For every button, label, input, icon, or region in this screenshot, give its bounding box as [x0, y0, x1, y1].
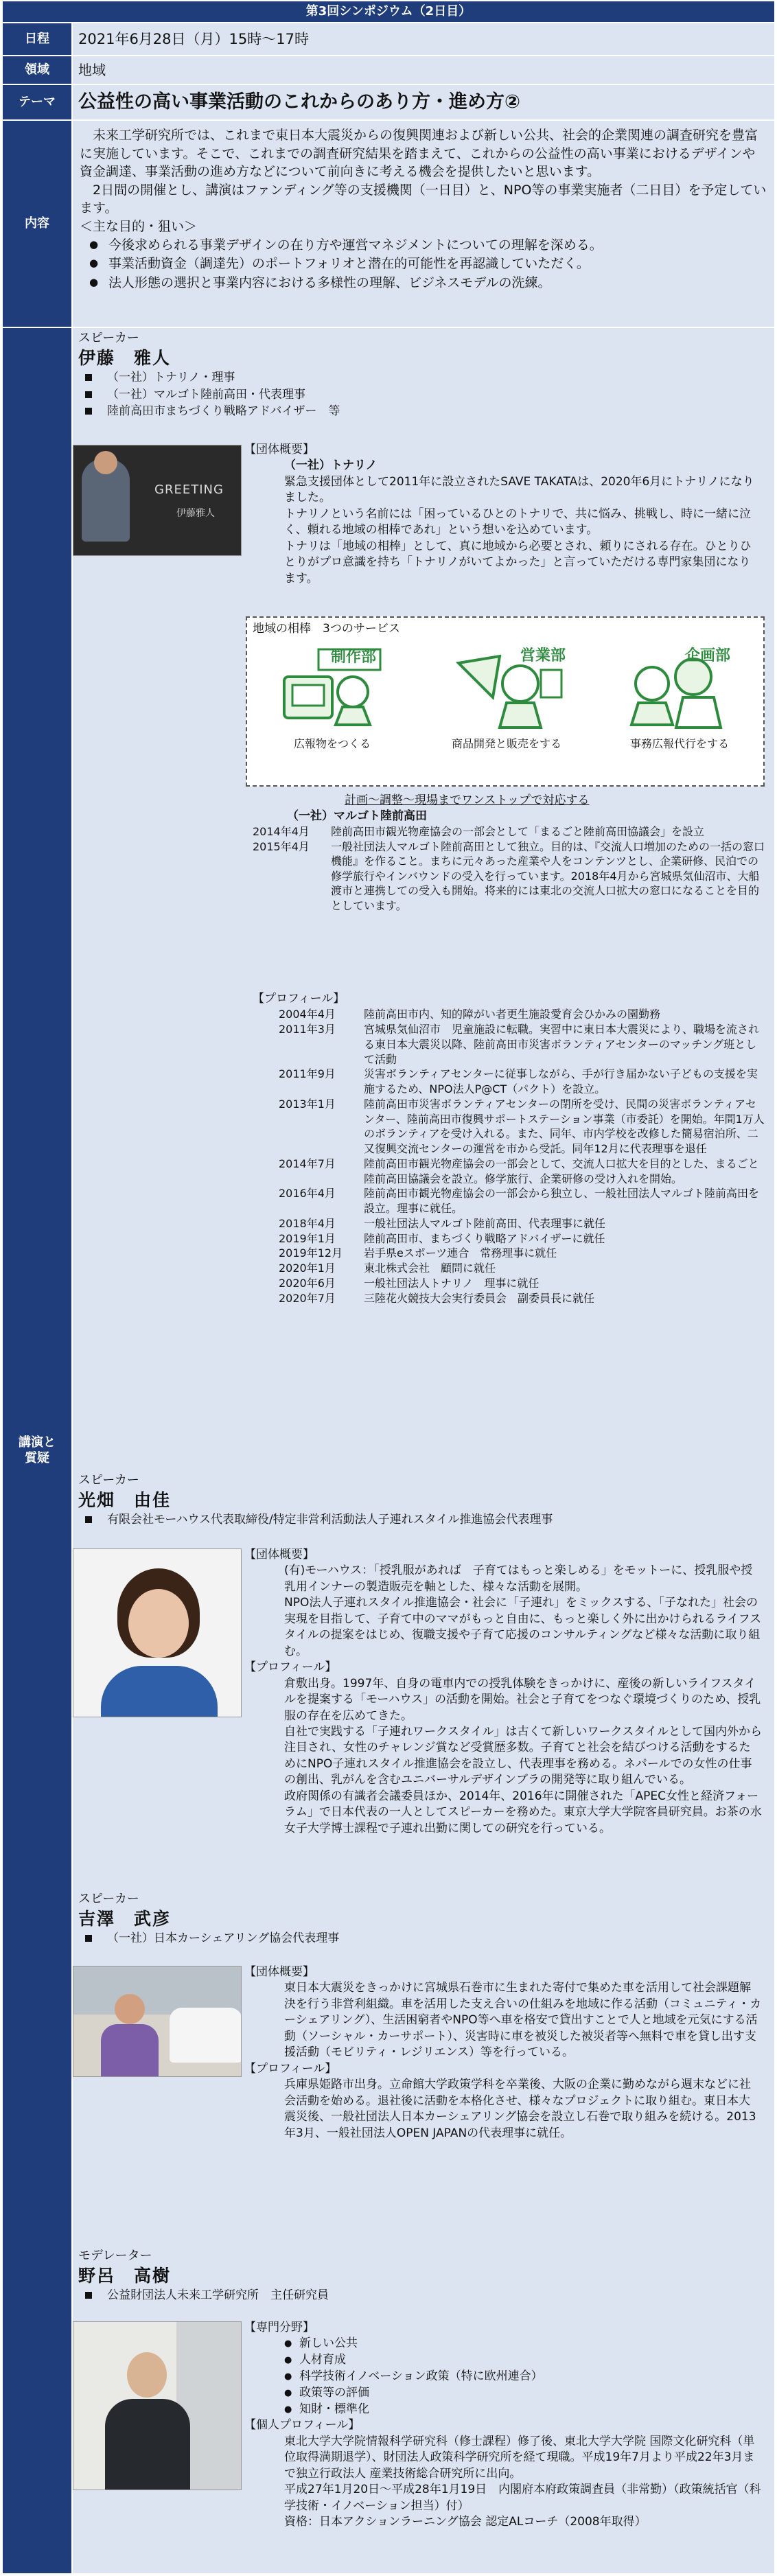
- outline-cell: [73, 121, 774, 327]
- field-heading: 【専門分野】: [244, 2321, 314, 2334]
- service-production-head: 制作部: [331, 649, 377, 666]
- speaker-2: [78, 1472, 769, 1529]
- org2-date: 2014年4月: [253, 825, 310, 839]
- theme-value: 公益性の高い事業活動のこれからのあり方・進め方②: [78, 91, 520, 113]
- bullet-square-icon: [85, 1516, 92, 1523]
- profile-event: 宮城県気仙沼市 児童施設に転職。実習中に東日本大震災により、職場を流される東日本大震災以降、陸前高田市災害ボランティアセンターのマッチング班として活動: [364, 1023, 760, 1066]
- speaker-1-photo: [73, 445, 242, 556]
- area-value: 地域: [78, 62, 106, 78]
- profile-date: 2014年7月: [279, 1157, 336, 1170]
- profile-timeline: [253, 1007, 766, 1306]
- speaker-3-profile: 兵庫県姫路市出身。立命館大学政策学科を卒業後、大阪の企業に勤めながら週末などに社会活動を始める。退社後に活動を本格化させ、様々なプロジェクトに取り組む。東日本大震災後、一般社団法人日本カーシェアリング協会を設立し石巻で取り組みを続ける。2013年3月、一般社団法人OPEN JAPANの代表理事に就任。: [284, 2078, 756, 2140]
- service-sales-label: 商品開発と販売をする: [451, 736, 561, 750]
- area-cell: [73, 56, 774, 84]
- speaker-3-affiliation: （一社）日本カーシェアリング協会代表理事: [78, 1930, 769, 1947]
- label-theme: テーマ: [3, 85, 71, 119]
- profile-date: 2019年12月: [279, 1246, 343, 1260]
- org2-event: 一般社団法人マルゴト陸前高田として独立。目的は、『交流人口増加のための一括の窓口機能』を作ること。まちに元々あった産業や人をコンテンツとし、企業研修、民泊での修学旅行やインバウンドの受入を行っています。2018年4月から宮城県気仙沼市、大船渡市と連携しての受入も開始。将来的には東北の交流人口拡大の窓口になることを目的としています。: [331, 839, 765, 912]
- profile-date: 2020年1月: [279, 1262, 336, 1275]
- profile-event: 一般社団法人トナリノ 理事に就任: [364, 1276, 540, 1290]
- profile-event: 一般社団法人マルゴト陸前高田、代表理事に就任: [364, 1216, 606, 1230]
- speaker-1-affiliation: （一社）トナリノ・理事: [78, 369, 769, 386]
- speaker-2-role: スピーカー: [78, 1473, 139, 1487]
- speaker-1: [78, 329, 769, 420]
- speaker-3-org-description: 東日本大震災をきっかけに宮城県石巻市に生まれた寄付で集めた車を活用して社会課題解決を行う非営利組織。車を活用した支え合いの仕組みを地域に作る活動（コミュニティ・カーシェアリング）、生活困窮者やNPO等へ車を格安で貸出すことで人と地域を元気にする活動（ソーシャル・カーサポート）、災害時に車を被災した被災者等へ無料で車を貸し出す支援活動（モビリティ・レジリエンス）等を行っている。: [284, 1981, 762, 2060]
- profile-event: 陸前高田市、まちづくり戦略アドバイザーに就任: [364, 1231, 605, 1245]
- speaker-2-profile: 倉敷出身。1997年、自身の電車内での授乳体験をきっかけに、産後の新しいライフスタイルを提案する「モーハウス」の活動を開始。社会と子育てをつなぐ環境づくりのため、授乳服の存在を広めてきた。 自社で実践する「子連れワークスタイル」は古くて新しいワークスタイルとして国内外から注目され、女性のチャレンジ賞など受賞歴多数。子育てと社会を結びつける活動をするためにNPO子連れスタイル推進協会を設立し、代表理事を務める。ネパールでの女性の仕事の創出、乳がんを含むユニバーサルデザインブラの開発等に取り組んでいる。 政府関係の有識者会議委員ほか、2014年、2016年に開催された「APEC女性と経済フォーラム」で日本代表の一人としてスピーカーを務めた。東京大学大学院客員研究員。お茶の水女子大学博士課程で子連れ出勤に関しての研究を行っている。: [284, 1676, 762, 1835]
- profile-date: 2013年1月: [279, 1097, 336, 1111]
- service-production: [257, 642, 408, 752]
- outline-goal: ● 法人形態の選択と事業内容における多様性の理解、ビジネスモデルの洗練。: [108, 274, 767, 293]
- scarf-shape: [101, 1666, 218, 1717]
- service-diagram: [246, 616, 765, 787]
- person-head: [115, 1994, 145, 2024]
- speaker-3: [78, 1890, 769, 1947]
- profile-event: 東北株式会社 顧問に就任: [364, 1262, 496, 1275]
- moderator-detail-section: [244, 2320, 766, 2531]
- bullet-square-icon: [85, 2292, 92, 2299]
- car-shape: [170, 2008, 242, 2063]
- profile-heading: 【プロフィール】: [244, 2061, 337, 2076]
- service-sales-head: 営業部: [520, 647, 566, 664]
- speaker-1-affiliation: （一社）マルゴト陸前高田・代表理事: [78, 386, 769, 404]
- org-name-tonarino: （一社）トナリノ: [284, 459, 378, 473]
- profile-heading: 【プロフィール】: [244, 1660, 337, 1675]
- org-heading: 【団体概要】: [244, 443, 314, 456]
- speaker-3-photo: [73, 1966, 242, 2077]
- profile-event: 岩手県eスポーツ連合 常務理事に就任: [364, 1246, 557, 1260]
- org2-date: 2015年4月: [253, 839, 310, 853]
- field-list: [244, 2336, 766, 2417]
- field-item: ● 政策等の評価: [284, 2385, 766, 2402]
- person-suit: [105, 2399, 190, 2490]
- profile-date: 2011年9月: [279, 1067, 336, 1081]
- outline-paragraph-1: 未来工学研究所では、これまで東日本大震災からの復興関連および新しい公共、社会的企業関連の調査研究を豊富に実施しています。そこで、これまでの調査研究結果を踏まえて、これからの公益性の高い事業におけるデザインや資金調達、事業活動の進め方などについて前向きに考える機会を提供したいと思います。: [80, 128, 758, 180]
- profile-event: 陸前高田市観光物産協会の一部会から独立し、一般社団法人マルゴト陸前高田を設立。理事に就任。: [364, 1187, 760, 1216]
- moderator-photo: [73, 2321, 242, 2490]
- speaker-2-affiliation: 有限会社モーハウス代表取締役/特定非営利活動法人子連れスタイル推進協会代表理事: [78, 1511, 769, 1529]
- speaker-2-org-description: (有)モーハウス：「授乳服があれば 子育てはもっと楽しめる」をモットーに、授乳服や授乳用インナーの製造販売を軸とした、様々な活動を展開。 NPO法人子連れスタイル推進協会・社会に「子連れ」をミックスする、「子なれた」社会の実現を目指して、子育て中のママがもっと自由に、もっと楽しく外に出かけられるライフスタイルの提案をはじめ、復職支援や子育て応援のコンサルティングなど様々な活動に取り組む。: [284, 1564, 761, 1658]
- moderator-affiliation: 公益財団法人未来工学研究所 主任研究員: [78, 2287, 769, 2304]
- speaker-1-affiliation: 陸前高田市まちづくり戦略アドバイザー 等: [78, 403, 769, 420]
- bullet-square-icon: [85, 374, 92, 381]
- moderator: [78, 2247, 769, 2304]
- speaker-3-name: 吉澤 武彦: [78, 1908, 172, 1929]
- profile-heading: 【個人プロフィール】: [244, 2418, 360, 2433]
- profile-date: 2020年6月: [279, 1276, 336, 1290]
- date-value: 2021年6月28日（月）15時～17時: [78, 31, 309, 47]
- service-planning-head: 企画部: [685, 647, 731, 664]
- profile-date: 2019年1月: [279, 1231, 336, 1245]
- profile-date: 2004年4月: [279, 1008, 336, 1021]
- field-item: ● 科学技術イノベーション政策（特に欧州連合）: [284, 2369, 766, 2385]
- profile-event: 陸前高田市内、知的障がい者更生施設愛育会ひかみの園勤務: [364, 1008, 661, 1021]
- speaker-3-org-section: [244, 1964, 766, 2142]
- profile-date: 2020年7月: [279, 1291, 336, 1305]
- theme-cell: [73, 85, 774, 119]
- speaker-1-profile: [253, 991, 766, 1306]
- bullet-square-icon: [85, 1935, 92, 1942]
- outline-goal: ● 事業活動資金（調達先）のポートフォリオと潜在的可能性を再認識していただく。: [108, 255, 767, 274]
- bullet-square-icon: [85, 408, 92, 415]
- profile-date: 2018年4月: [279, 1216, 336, 1230]
- field-item: ● 知財・標準化: [284, 2402, 766, 2418]
- org-name-marugoto: （一社）マルゴト陸前高田: [287, 809, 427, 823]
- speaker-1-name: 伊藤 雅人: [78, 347, 172, 368]
- profile-heading: 【プロフィール】: [253, 992, 345, 1006]
- date-cell: [73, 23, 774, 55]
- page-header: 第3回シンポジウム（2日目）: [3, 1, 774, 22]
- profile-event: 三陸花火競技大会実行委員会 副委員長に就任: [364, 1291, 595, 1305]
- moderator-profile: 東北大学大学院情報科学研究科（修士課程）修了後、東北大学大学院 国際文化研究科（単位取得満期退学）、財団法人政策科学研究所を経て現職。平成19年7月より平成22年3月まで独立行政法人 産業技術総合研究所に出向。 平成27年1月20日～平成28年1月19日 内閣府本府政策調査員（非常勤）（政策統括官（科学技術・イノベーション担当）付） 資格：日本アクションラーニング協会 認定ALコーチ（2008年取得）: [284, 2434, 761, 2529]
- org-description-tonarino: 緊急支援団体として2011年に設立されたSAVE TAKATAは、2020年6月にトナリノになりました。 トナリノという名前には「困っているひとのトナリで、共に悩み、挑戦し、時に一緒に泣く、頼れる地域の相棒であれ」という想いを込めています。 トナリは「地域の相棒」として、真に地域から必要とされ、頼りにされる存在。ひとりひとりがプロ意識を持ち「トナリノがいてよかった」と言っていただける専門家集団になります。: [284, 474, 754, 585]
- service-diagram-title: 地域の相棒 3つのサービス: [253, 622, 400, 636]
- moderator-role: モデレーター: [78, 2249, 152, 2263]
- speaker-1-org-section: [244, 442, 766, 587]
- profile-event: 陸前高田市災害ボランティアセンターの閉所を受け、民間の災害ボランティアセンター、陸前高田市復興サポートステーション事業（市委託）を開始。年間1万人のボランティアを受け入れる。また、同年、市内学校を改修した簡易宿泊所、二又復興交流センターの運営を市から受託。同年12月に代表理事を退任: [364, 1097, 765, 1156]
- moderator-name: 野呂 高樹: [78, 2265, 172, 2286]
- outline-subheading: ＜主な目的・狙い＞: [80, 218, 198, 234]
- photo-slide-caption: 伊藤雅人: [176, 508, 215, 519]
- service-sales: [424, 642, 589, 752]
- org2-event: 陸前高田市観光物産協会の一部会として「まるごと陸前高田協議会」を設立: [331, 825, 705, 839]
- person-head: [127, 2352, 167, 2398]
- outline-goal: ● 今後求められる事業デザインの在り方や運営マネジメントについての理解を深める。: [108, 236, 767, 255]
- speaker-2-name: 光畑 由佳: [78, 1489, 172, 1510]
- label-talk: 講演と 質疑: [3, 328, 71, 2573]
- photo-slide-text: GREETING: [154, 483, 224, 497]
- outline-paragraph-2: 2日間の開催とし、講演はファンディング等の支援機関（一日目）と、NPO等の事業実施者（二日目）を予定しています。: [80, 182, 767, 216]
- talk-cell: [73, 328, 774, 2573]
- profile-date: 2016年4月: [279, 1187, 336, 1200]
- org2-history: [253, 824, 766, 913]
- person-head: [94, 451, 117, 474]
- profile-event: 陸前高田市観光物産協会の一部会として、交流人口拡大を目的とした、まるごと陸前高田協議会を設立。修学旅行、企業研修の受け入れを開始。: [364, 1157, 759, 1185]
- field-item: ● 新しい公共: [284, 2336, 766, 2352]
- speaker-2-org-section: [244, 1547, 766, 1837]
- speaker-2-photo: [73, 1548, 242, 1717]
- label-content: 内容: [3, 121, 71, 327]
- org-heading: 【団体概要】: [244, 1548, 314, 1562]
- face-shape: [128, 1589, 189, 1658]
- person-body: [101, 2024, 159, 2077]
- outline-goals-list: [108, 236, 767, 293]
- label-date: 日程: [3, 23, 71, 55]
- service-planning-label: 事務広報代行をする: [629, 736, 729, 750]
- service-footer: 計画～調整～現場までワンストップで対応する: [345, 793, 590, 807]
- speaker-1-role: スピーカー: [78, 331, 139, 345]
- service-planning: [604, 642, 755, 752]
- org-heading: 【団体概要】: [244, 1965, 314, 1979]
- profile-event: 災害ボランティアセンターに従事しながら、手が行き届かない子どもの支援を実施するため、NPO法人P@CT（パクト）を設立。: [364, 1067, 758, 1096]
- profile-date: 2011年3月: [279, 1023, 336, 1036]
- bullet-square-icon: [85, 391, 92, 398]
- label-area: 領域: [3, 56, 71, 84]
- service-production-label: 広報物をつくる: [293, 736, 371, 750]
- speaker-3-role: スピーカー: [78, 1892, 139, 1906]
- speaker-1-org2-section: [253, 809, 766, 913]
- field-item: ● 人材育成: [284, 2352, 766, 2369]
